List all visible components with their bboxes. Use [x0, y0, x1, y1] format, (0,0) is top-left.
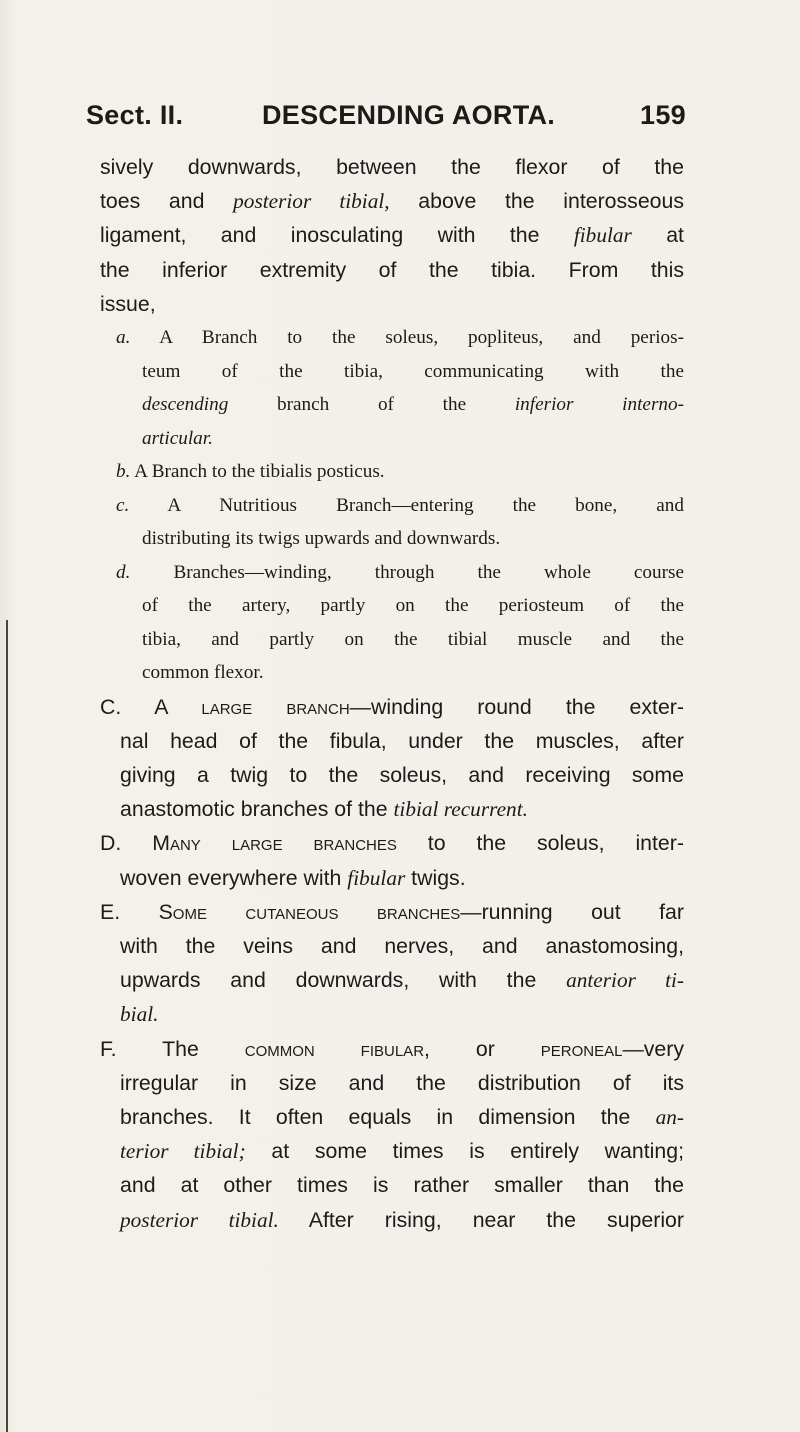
text-run: A Nutritious Branch—entering the bone, and	[129, 494, 684, 516]
text-run: teum of the tibia, communicating with the	[142, 360, 684, 382]
text-line	[100, 826, 684, 860]
text-line	[100, 963, 684, 997]
text-line	[100, 1032, 684, 1066]
text-line	[100, 623, 684, 657]
text-run: to the soleus, inter-	[396, 831, 684, 856]
page-number: 159	[640, 100, 686, 130]
text-run: and at other times is rather smaller than the	[120, 1173, 684, 1198]
text-line	[100, 184, 684, 218]
text-line	[100, 388, 684, 422]
text-line	[100, 522, 684, 556]
text-line	[100, 455, 684, 489]
text-run: of the artery, partly on the periosteum of the	[142, 595, 684, 617]
text-line	[100, 997, 684, 1031]
text-run: C. A	[100, 694, 202, 719]
text-run: distributing its twigs upwards and downwards.	[142, 528, 501, 550]
text-line	[100, 1134, 684, 1168]
text-line	[100, 1203, 684, 1237]
text-line	[100, 589, 684, 623]
text-line	[100, 895, 684, 929]
text-line	[100, 150, 684, 184]
italic-run: tibial recurrent.	[393, 797, 528, 822]
text-run: giving a twig to the soleus, and receiving some	[120, 762, 684, 787]
text-run: —winding round the exter-	[349, 694, 684, 719]
italic-run: terior tibial;	[120, 1139, 246, 1164]
italic-run: articular.	[142, 427, 213, 449]
text-run: common flexor.	[142, 662, 264, 684]
italic-run: anterior ti-	[566, 968, 685, 993]
running-header	[86, 100, 686, 144]
text-run: twigs.	[405, 865, 466, 890]
text-run: branches. It often equals in dimension the	[120, 1104, 656, 1129]
text-line	[100, 253, 684, 287]
text-line	[100, 355, 684, 389]
text-run: D. M	[100, 831, 170, 856]
text-run: with the veins and nerves, and anastomosing,	[120, 933, 684, 958]
italic-run: an-	[655, 1104, 684, 1129]
text-run: the inferior extremity of the tibia. From this	[100, 257, 684, 282]
page-edge-shadow	[6, 620, 8, 1432]
text-run: sively downwards, between the flexor of the	[100, 155, 684, 179]
text-line	[100, 792, 684, 826]
text-line	[100, 1168, 684, 1202]
text-line	[100, 1100, 684, 1134]
italic-run: bial.	[120, 1002, 159, 1027]
text-line	[100, 218, 684, 252]
text-run: —running out far	[460, 899, 684, 924]
text-run: issue,	[100, 291, 156, 316]
text-run: toes and	[100, 189, 234, 214]
italic-run: c.	[116, 494, 130, 516]
text-run: A Branch to the soleus, popliteus, and perios-	[130, 327, 684, 349]
text-run: nal head of the fibula, under the muscles, after	[120, 728, 684, 753]
text-run: irregular in size and the distribution of its	[120, 1070, 684, 1095]
text-run: anastomotic branches of the	[120, 797, 394, 822]
italic-run: fibular	[573, 223, 632, 248]
text-line	[100, 556, 684, 590]
text-line	[100, 321, 684, 355]
text-run: any large branches	[169, 831, 397, 856]
text-run: A Branch to the tibialis posticus.	[130, 461, 385, 483]
italic-run: posterior tibial.	[120, 1207, 279, 1232]
italic-run: a.	[116, 327, 131, 349]
italic-run: posterior tibial,	[233, 189, 390, 214]
italic-run: inferior interno-	[514, 394, 684, 416]
text-run: ligament, and inosculating with the	[100, 223, 574, 248]
text-run: common fibular	[244, 1036, 425, 1061]
running-title: DESCENDING AORTA.	[262, 100, 556, 130]
text-line	[100, 489, 684, 523]
text-run: woven everywhere with	[120, 865, 348, 890]
text-run: branch of the	[228, 394, 515, 416]
italic-run: fibular	[347, 865, 406, 890]
text-line	[100, 724, 684, 758]
text-run: above the interosseous	[389, 189, 685, 214]
text-run: peroneal	[540, 1036, 623, 1061]
italic-run: descending	[142, 394, 229, 416]
text-run: ome cutaneous branches	[172, 899, 461, 924]
text-line	[100, 690, 684, 724]
text-run: , or	[424, 1036, 541, 1061]
italic-run: b.	[116, 461, 131, 483]
text-line	[100, 861, 684, 895]
text-line	[100, 656, 684, 690]
text-line	[100, 758, 684, 792]
text-run: After rising, near the superior	[278, 1207, 684, 1232]
text-run: at some times is entirely wanting;	[245, 1139, 684, 1164]
text-run: upwards and downwards, with the	[120, 968, 567, 993]
text-line	[100, 287, 684, 321]
body-text	[100, 150, 684, 1237]
text-run: Branches—winding, through the whole course	[130, 561, 684, 583]
text-run: at	[631, 223, 684, 248]
section-label: Sect. II.	[86, 100, 184, 130]
text-run: large branch	[201, 694, 350, 719]
text-line	[100, 929, 684, 963]
text-run: F. The	[100, 1036, 245, 1061]
text-line	[100, 1066, 684, 1100]
text-line	[100, 422, 684, 456]
text-run: —very	[622, 1036, 684, 1061]
text-run: E. S	[100, 899, 173, 924]
text-run: tibia, and partly on the tibial muscle and the	[142, 628, 684, 650]
italic-run: d.	[116, 561, 131, 583]
